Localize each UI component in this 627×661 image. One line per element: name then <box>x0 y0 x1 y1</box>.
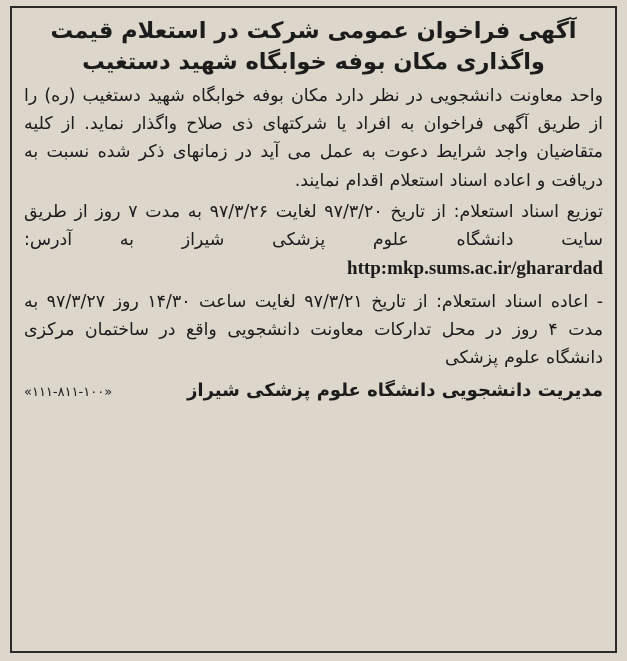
notice-title <box>24 16 603 78</box>
notice-footer <box>24 377 603 404</box>
address-label: آدرس: <box>24 230 73 251</box>
distribution-paragraph <box>24 198 603 285</box>
notice-code: «۱۱۱-۸۱۱-۱۰۰» <box>24 384 113 400</box>
notice-title-line2: واگذاری مکان بوفه خوابگاه شهید دستغیب <box>82 49 545 76</box>
notice-frame <box>10 6 617 653</box>
notice-intro: واحد معاونت دانشجویی در نظر دارد مکان بوفه خوابگاه شهید دستغیب (ره) را از طریق آگهی فراخوان به افراد یا شرکتهای ذی صلاح واگذار نماید. از کلیه متقاضیان واجد شرایط دعوت به عمل می آید در زمانهای ذکر شده نسبت به دریافت و اعاده اسناد استعلام اقدام نمایند. <box>24 86 603 191</box>
issuer-name: مدیریت دانشجویی دانشگاه علوم پزشکی شیراز <box>187 379 603 401</box>
tender-url-link[interactable]: http:mkp.sums.ac.ir/gharardad <box>347 258 603 280</box>
notice-title-line1: آگهی فراخوان عمومی شرکت در استعلام قیمت <box>50 18 577 44</box>
distribution-text: توزیع اسناد استعلام: از تاریخ ۹۷/۳/۲۰ لغایت ۹۷/۳/۲۶ به مدت ۷ روز از طریق سایت دانشگاه علوم پزشکی شیراز به <box>24 201 603 251</box>
return-paragraph: - اعاده اسناد استعلام: از تاریخ ۹۷/۳/۲۱ لغایت ساعت ۱۴/۳۰ روز ۹۷/۳/۲۷ به مدت ۴ روز در محل تدارکات معاونت دانشجویی واقع در ساختمان مرکزی دانشگاه علوم پزشکی <box>24 291 604 369</box>
